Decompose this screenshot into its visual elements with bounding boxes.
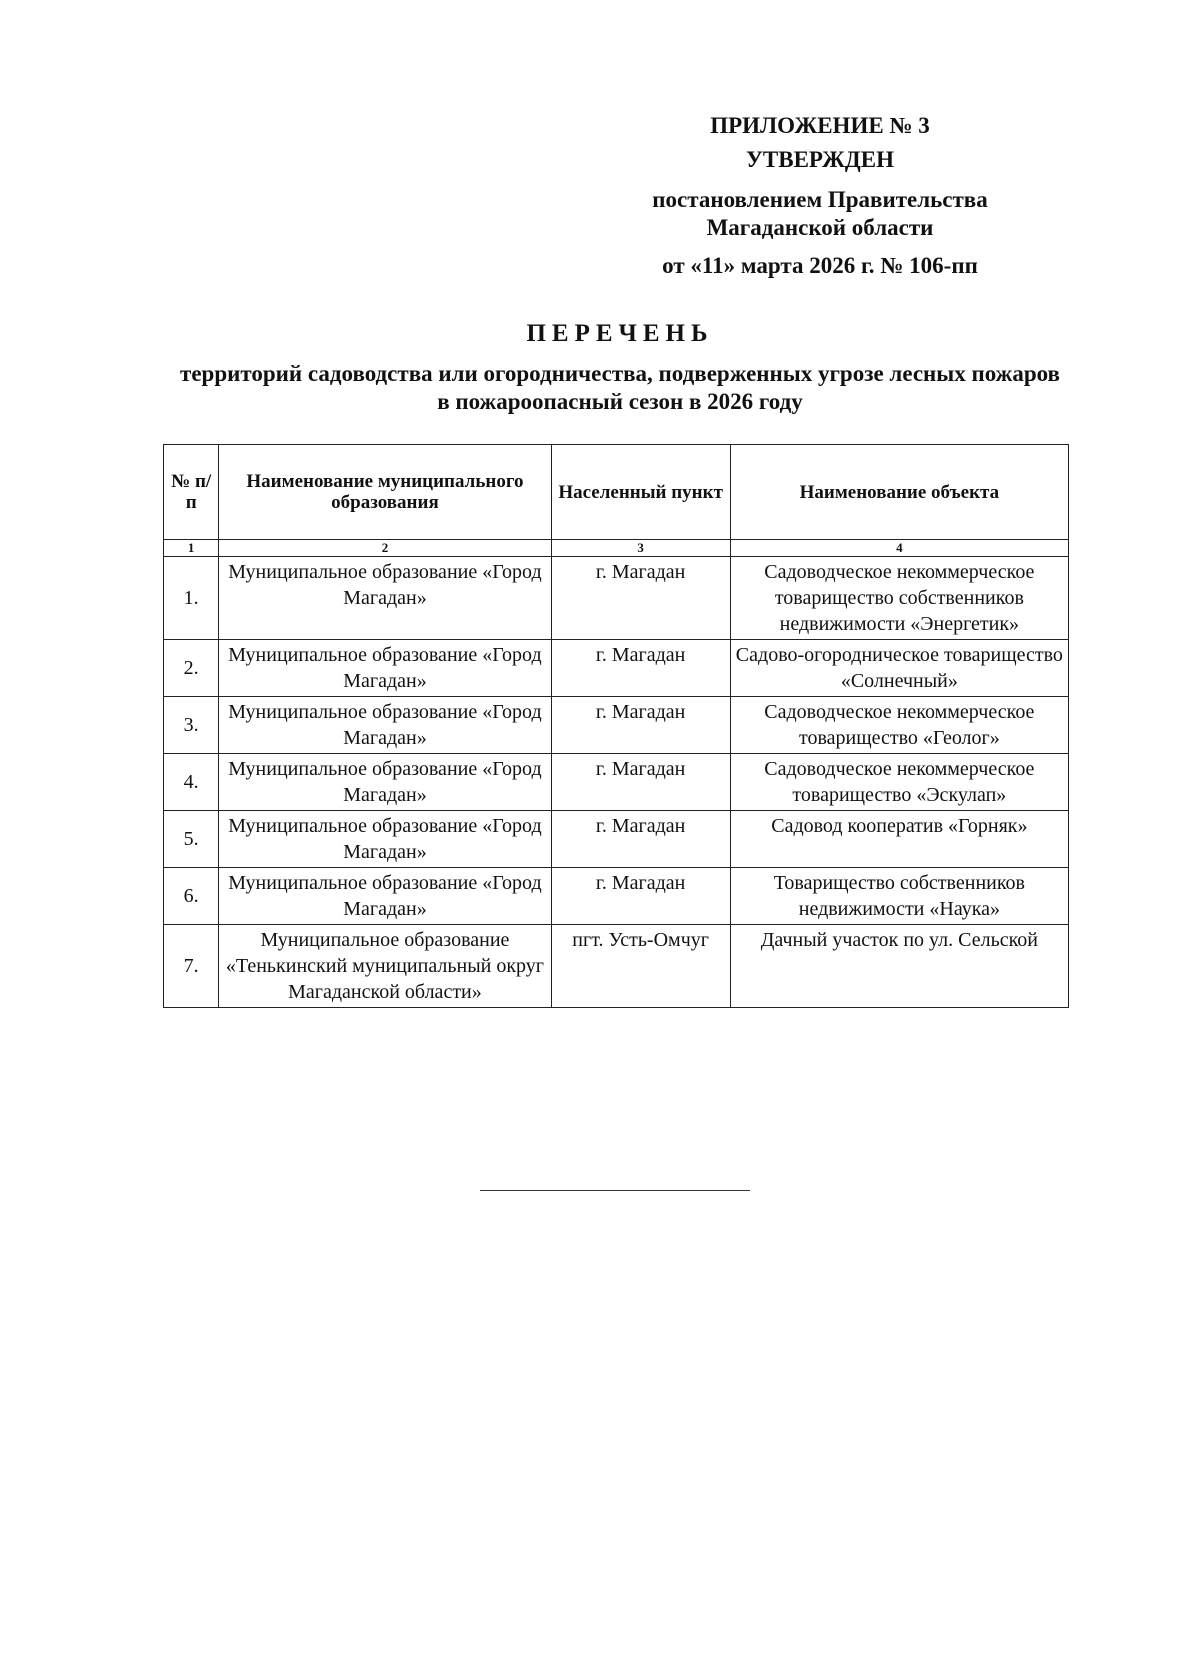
decree-date-number: от «11» марта 2026 г. № 106-пп <box>662 253 978 278</box>
column-number: 4 <box>730 540 1068 557</box>
header-settlement: Населенный пункт <box>551 445 730 540</box>
table-row <box>164 557 1069 640</box>
appendix-label: ПРИЛОЖЕНИЕ № 3 <box>710 113 930 138</box>
column-number: 2 <box>219 540 551 557</box>
row-municipality: Муниципальное образование «Город Магадан» <box>219 557 551 640</box>
row-settlement: г. Магадан <box>551 557 730 640</box>
row-object: Садоводческое некоммерческое товарищество «Эскулап» <box>730 754 1068 811</box>
row-number: 6. <box>164 868 219 925</box>
end-divider-line <box>480 1190 750 1191</box>
table-row <box>164 811 1069 868</box>
header-object: Наименование объекта <box>730 445 1068 540</box>
table-row <box>164 754 1069 811</box>
row-number: 2. <box>164 640 219 697</box>
row-number: 7. <box>164 925 219 1008</box>
column-number: 1 <box>164 540 219 557</box>
table-row <box>164 697 1069 754</box>
approval-block <box>600 112 1040 280</box>
approved-label: УТВЕРЖДЕН <box>746 147 894 172</box>
table-row <box>164 868 1069 925</box>
row-settlement: г. Магадан <box>551 868 730 925</box>
header-number: № п/п <box>164 445 219 540</box>
row-object: Садоводческое некоммерческое товарищество «Геолог» <box>730 697 1068 754</box>
row-object: Садовод кооператив «Горняк» <box>730 811 1068 868</box>
row-settlement: г. Магадан <box>551 697 730 754</box>
row-number: 1. <box>164 557 219 640</box>
approved-by-line: постановлением Правительства <box>652 187 988 212</box>
row-object: Садоводческое некоммерческое товарищество собственников недвижимости «Энергетик» <box>730 557 1068 640</box>
row-object: Садово-огородническое товарищество «Солнечный» <box>730 640 1068 697</box>
row-municipality: Муниципальное образование «Город Магадан» <box>219 754 551 811</box>
document-title: ПЕРЕЧЕНЬ <box>526 320 714 347</box>
row-settlement: г. Магадан <box>551 811 730 868</box>
row-municipality: Муниципальное образование «Город Магадан» <box>219 697 551 754</box>
header-municipality: Наименование муниципального образования <box>219 445 551 540</box>
row-object: Дачный участок по ул. Сельской <box>730 925 1068 1008</box>
document-subtitle: территорий садоводства или огородничества, подверженных угрозе лесных пожаров в пожароопасный сезон в 2026 году <box>180 361 1060 414</box>
territories-table <box>163 444 1069 1008</box>
table-row <box>164 640 1069 697</box>
row-settlement: г. Магадан <box>551 640 730 697</box>
row-number: 4. <box>164 754 219 811</box>
table-row <box>164 925 1069 1008</box>
row-municipality: Муниципальное образование «Город Магадан» <box>219 811 551 868</box>
row-municipality: Муниципальное образование «Город Магадан» <box>219 640 551 697</box>
approved-by-region: Магаданской области <box>706 215 934 240</box>
title-block <box>160 320 1080 416</box>
row-number: 5. <box>164 811 219 868</box>
row-settlement: пгт. Усть-Омчуг <box>551 925 730 1008</box>
column-number: 3 <box>551 540 730 557</box>
row-number: 3. <box>164 697 219 754</box>
column-number-row <box>164 540 1069 557</box>
row-municipality: Муниципальное образование «Тенькинский муниципальный округ Магаданской области» <box>219 925 551 1008</box>
row-settlement: г. Магадан <box>551 754 730 811</box>
row-municipality: Муниципальное образование «Город Магадан» <box>219 868 551 925</box>
table-header-row <box>164 445 1069 540</box>
row-object: Товарищество собственников недвижимости «Наука» <box>730 868 1068 925</box>
